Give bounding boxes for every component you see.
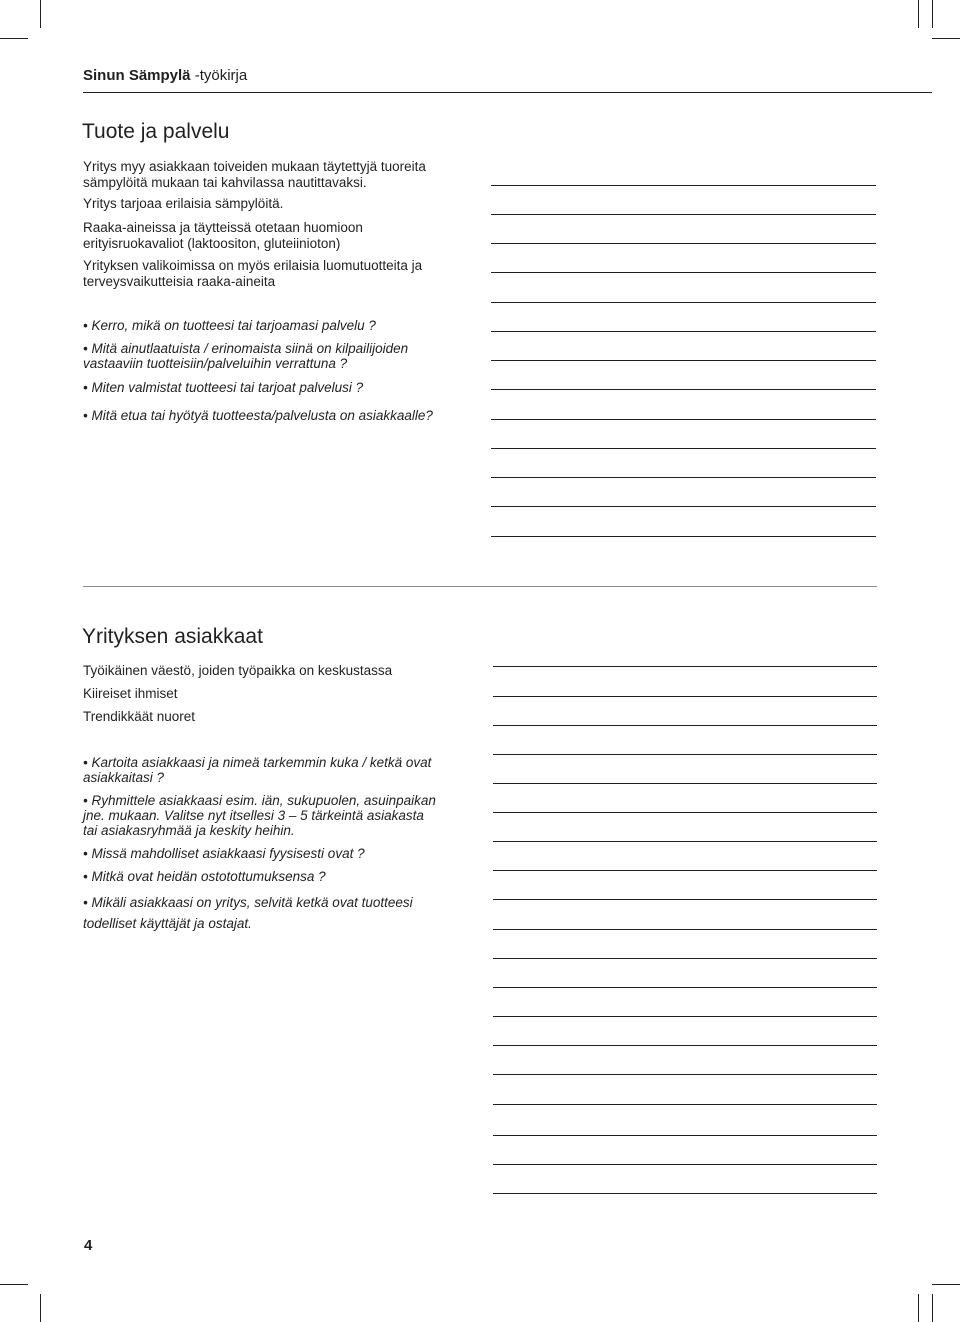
- paragraph: Kiireiset ihmiset: [83, 686, 178, 701]
- writing-line[interactable]: [493, 1164, 877, 1165]
- writing-line[interactable]: [493, 929, 877, 930]
- section-title-customers: Yrityksen asiakkaat: [82, 625, 263, 648]
- crop-mark: [918, 1294, 919, 1322]
- writing-line[interactable]: [491, 185, 876, 186]
- crop-mark: [918, 0, 919, 28]
- section-divider: [83, 586, 877, 587]
- header-suffix: -työkirja: [190, 67, 248, 84]
- question-item: • Missä mahdolliset asiakkaasi fyysisesti ovat ?: [83, 846, 365, 861]
- question-item: • Mitä ainutlaatuista / erinomaista siinä on kilpailijoiden vastaaviin tuotteisiin/palveluihin verrattuna ?: [83, 341, 409, 371]
- question-item: • Miten valmistat tuotteesi tai tarjoat palvelusi ?: [83, 380, 364, 395]
- writing-line[interactable]: [491, 272, 876, 273]
- writing-line[interactable]: [491, 389, 876, 390]
- crop-mark: [0, 38, 28, 39]
- writing-line[interactable]: [491, 214, 876, 215]
- writing-line[interactable]: [493, 1135, 877, 1136]
- writing-line[interactable]: [491, 477, 876, 478]
- paragraph: Työikäinen väestö, joiden työpaikka on keskustassa: [83, 663, 393, 678]
- question-item: • Mitä etua tai hyötyä tuotteesta/palvelusta on asiakkaalle?: [83, 408, 433, 423]
- writing-line[interactable]: [491, 243, 876, 244]
- question-item: • Mitkä ovat heidän ostotottumuksensa ?: [83, 869, 326, 884]
- crop-mark: [932, 0, 933, 28]
- writing-line[interactable]: [493, 783, 877, 784]
- writing-line[interactable]: [493, 754, 877, 755]
- writing-line[interactable]: [491, 331, 876, 332]
- writing-line[interactable]: [491, 448, 876, 449]
- writing-line[interactable]: [493, 666, 877, 667]
- writing-line[interactable]: [493, 958, 877, 959]
- running-header: [83, 67, 247, 84]
- question-item: • Kartoita asiakkaasi ja nimeä tarkemmin kuka / ketkä ovat asiakkaitasi ?: [83, 755, 432, 785]
- header-brand: Sinun Sämpylä: [83, 67, 191, 84]
- crop-mark: [932, 1294, 933, 1322]
- question-item: • Ryhmittele asiakkaasi esim. iän, sukupuolen, asuinpaikan jne. mukaan. Valitse nyt itsellesi 3 – 5 tärkeintä asiakasta tai asiakasryhmää ja keskity heihin.: [83, 793, 436, 838]
- writing-line[interactable]: [493, 870, 877, 871]
- writing-line[interactable]: [493, 1193, 877, 1194]
- crop-mark: [932, 38, 960, 39]
- section-title-product: Tuote ja palvelu: [82, 120, 230, 143]
- writing-line[interactable]: [491, 302, 876, 303]
- crop-mark: [40, 1294, 41, 1322]
- question-item: • Kerro, mikä on tuotteesi tai tarjoamasi palvelu ?: [83, 318, 376, 333]
- writing-line[interactable]: [493, 899, 877, 900]
- writing-line[interactable]: [493, 725, 877, 726]
- writing-line[interactable]: [493, 1074, 877, 1075]
- page-number: 4: [84, 1237, 93, 1254]
- writing-line[interactable]: [493, 1104, 877, 1105]
- writing-line[interactable]: [493, 696, 877, 697]
- paragraph: Yritys myy asiakkaan toiveiden mukaan täytettyjä tuoreita sämpylöitä mukaan tai kahvilassa nautittavaksi.: [83, 159, 426, 190]
- writing-line[interactable]: [493, 812, 877, 813]
- writing-line[interactable]: [493, 841, 877, 842]
- paragraph: Trendikkäät nuoret: [83, 709, 196, 724]
- writing-line[interactable]: [493, 987, 877, 988]
- paragraph: Yritys tarjoaa erilaisia sämpylöitä.: [83, 196, 284, 211]
- header-rule: [83, 92, 932, 93]
- crop-mark: [0, 1284, 28, 1285]
- crop-mark: [932, 1284, 960, 1285]
- writing-line[interactable]: [491, 360, 876, 361]
- question-item: • Mikäli asiakkaasi on yritys, selvitä ketkä ovat tuotteesi todelliset käyttäjät ja ostajat.: [83, 895, 413, 931]
- writing-line[interactable]: [493, 1016, 877, 1017]
- paragraph: Raaka-aineissa ja täytteissä otetaan huomioon erityisruokavaliot (laktoositon, gluteiinioton): [83, 220, 363, 251]
- crop-mark: [40, 0, 41, 28]
- writing-line[interactable]: [493, 1045, 877, 1046]
- writing-line[interactable]: [491, 506, 876, 507]
- paragraph: Yrityksen valikoimissa on myös erilaisia luomutuotteita ja terveysvaikutteisia raaka-aineita: [83, 258, 423, 289]
- writing-line[interactable]: [491, 536, 876, 537]
- writing-line[interactable]: [491, 419, 876, 420]
